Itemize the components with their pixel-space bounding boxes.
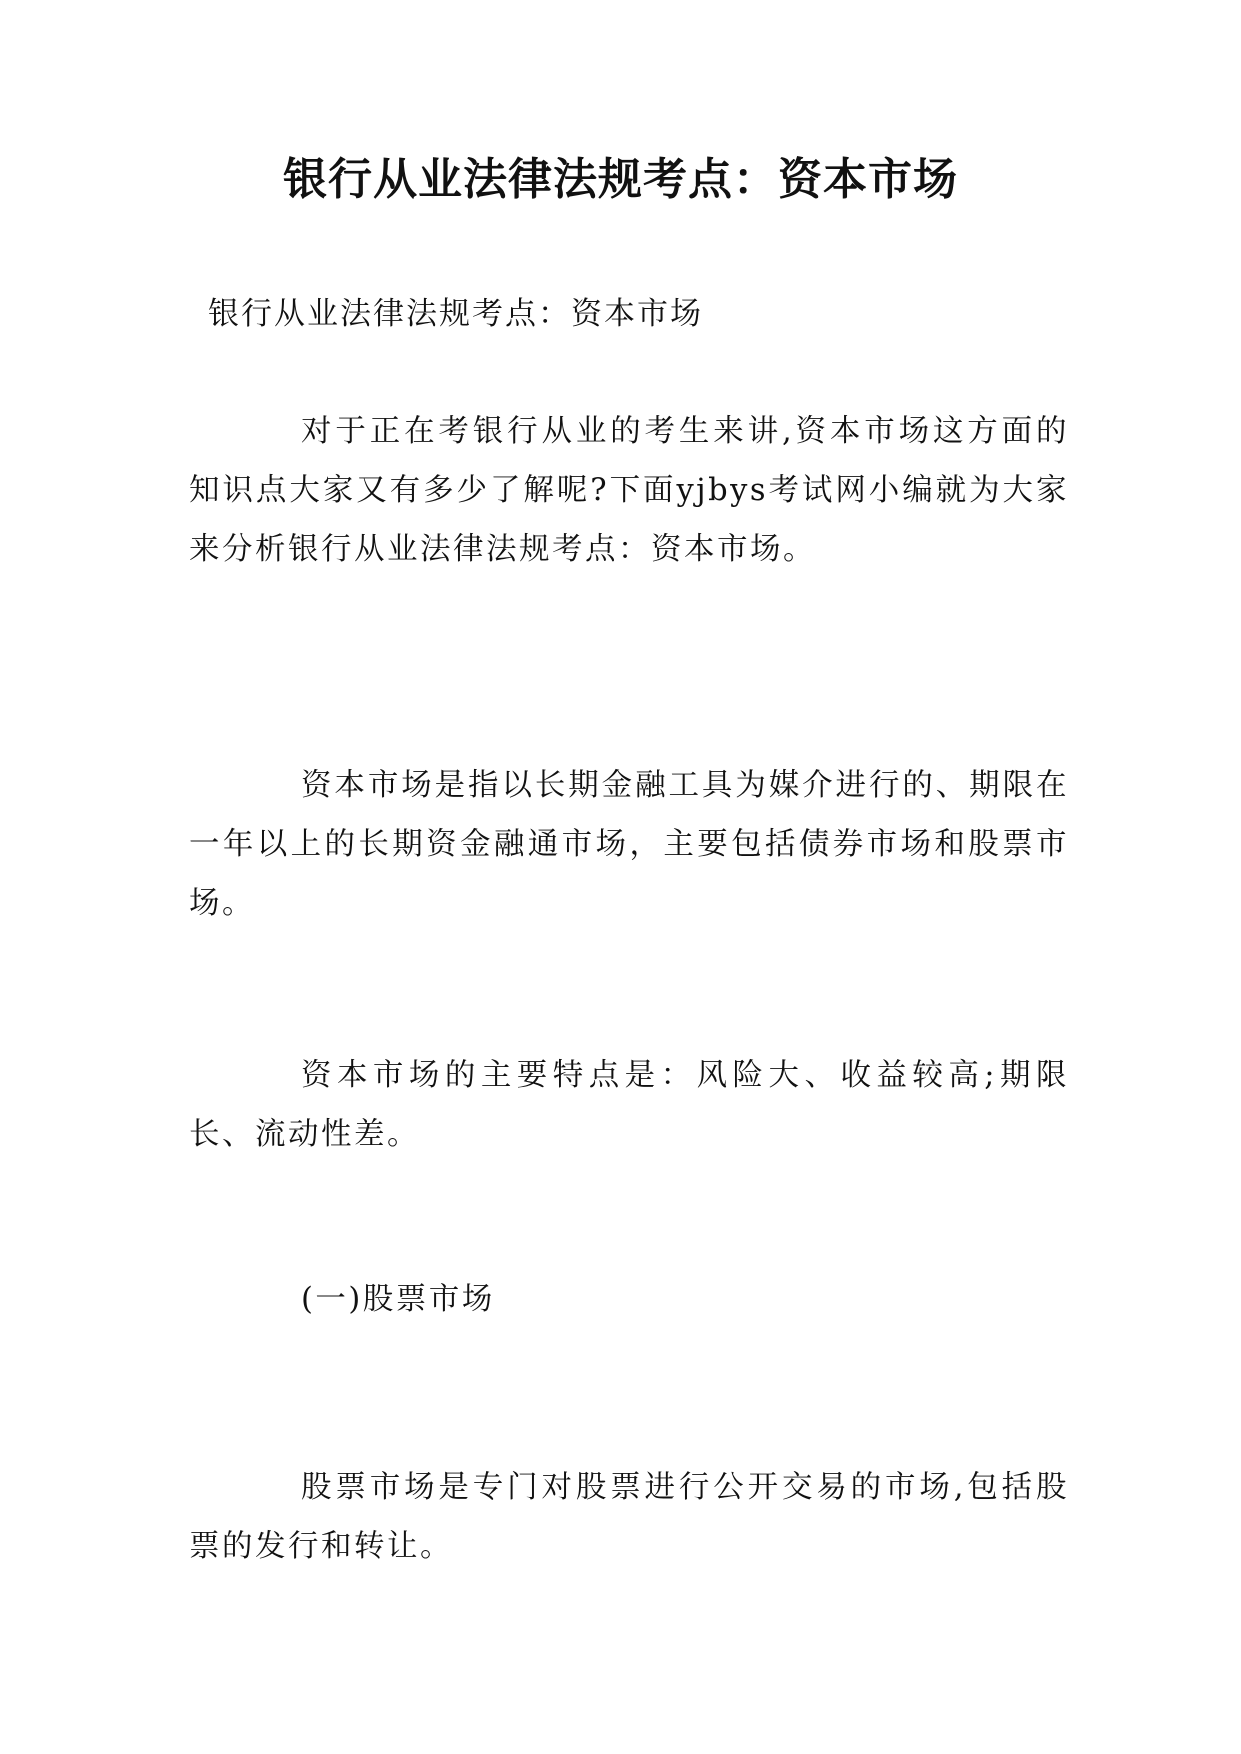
paragraph-intro: 对于正在考银行从业的考生来讲,资本市场这方面的知识点大家又有多少了解呢?下面yjbys考试网小编就为大家来分析银行从业法律法规考点：资本市场。 <box>189 414 1069 567</box>
paragraph-characteristics: 资本市场的主要特点是：风险大、收益较高;期限长、流动性差。 <box>189 1058 1069 1152</box>
document-subtitle: 银行从业法律法规考点：资本市场 <box>208 296 703 332</box>
document-title: 银行从业法律法规考点：资本市场 <box>283 154 958 205</box>
section-heading-stock-market: (一)股票市场 <box>301 1282 495 1317</box>
paragraph-stock-market: 股票市场是专门对股票进行公开交易的市场,包括股票的发行和转让。 <box>189 1470 1069 1564</box>
paragraph-definition: 资本市场是指以长期金融工具为媒介进行的、期限在一年以上的长期资金融通市场，主要包括债券市场和股票市场。 <box>189 768 1069 921</box>
